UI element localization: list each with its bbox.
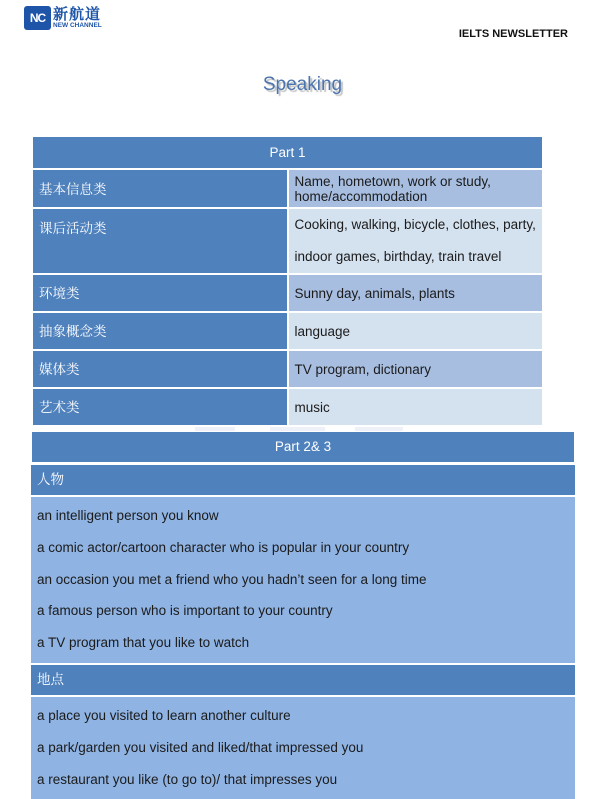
list-item: an occasion you met a friend who you hadn’t seen for a long time	[37, 571, 427, 587]
category-cell: 艺术类	[33, 389, 287, 425]
category-cell: 课后活动类	[33, 209, 287, 273]
list-item: a place you visited to learn another culture	[37, 707, 291, 723]
page-title: Speaking	[262, 74, 343, 95]
topic-cell: language	[289, 313, 543, 349]
brand-logo	[24, 6, 102, 30]
table-row	[33, 170, 542, 207]
part1-table	[31, 135, 544, 427]
part2-3-table	[31, 431, 575, 799]
category-cell: 抽象概念类	[33, 313, 287, 349]
category-cell: 媒体类	[33, 351, 287, 387]
category-cell: 基本信息类	[33, 170, 287, 207]
topic-cell: TV program, dictionary	[289, 351, 543, 387]
table-row	[33, 389, 542, 425]
topic-cell: Name, hometown, work or study, home/accommodation	[289, 170, 543, 207]
topic-cell: music	[289, 389, 543, 425]
list-item: a park/garden you visited and liked/that impressed you	[37, 739, 364, 755]
topic-cell: Sunny day, animals, plants	[289, 275, 543, 311]
part2-3-header: Part 2& 3	[31, 431, 575, 463]
table-row	[33, 313, 542, 349]
logo-english-text: NEW CHANNEL	[53, 21, 102, 29]
newsletter-label: IELTS NEWSLETTER	[458, 28, 568, 40]
section-body-places	[31, 697, 575, 799]
list-item: a restaurant you like (to go to)/ that impresses you	[37, 771, 338, 787]
topic-cell: Cooking, walking, bicycle, clothes, party, indoor games, birthday, train travel	[289, 209, 543, 273]
list-item: a TV program that you like to watch	[37, 635, 250, 651]
table-row	[33, 209, 542, 273]
category-cell: 环境类	[33, 275, 287, 311]
logo-chinese-text: 新航道	[53, 5, 102, 23]
list-item: a comic actor/cartoon character who is popular in your country	[37, 539, 410, 555]
list-item: a famous person who is important to your country	[37, 603, 333, 619]
section-title-people: 人物	[31, 465, 575, 495]
section-title-places: 地点	[31, 665, 575, 695]
logo-badge: NC	[24, 6, 51, 30]
list-item: an intelligent person you know	[37, 508, 219, 523]
part1-header: Part 1	[33, 137, 542, 168]
section-body-people	[31, 497, 575, 663]
table-row	[33, 275, 542, 311]
table-row	[33, 351, 542, 387]
